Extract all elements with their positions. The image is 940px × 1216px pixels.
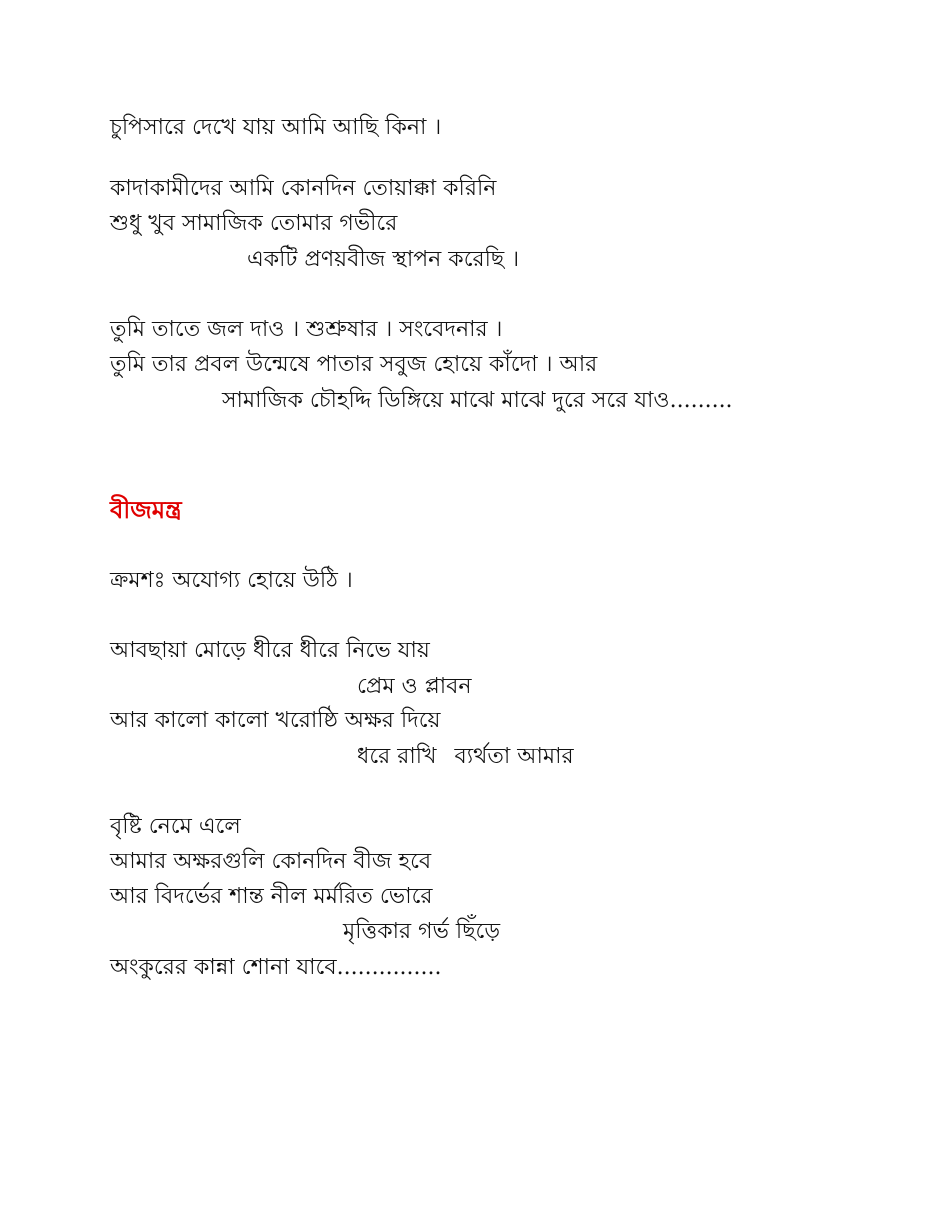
poem-phrase: ব্যর্থতা আমার	[454, 744, 574, 769]
poem-line: সামাজিক চৌহদ্দি ডিঙ্গিয়ে মাঝে মাঝে দুরে সরে যাও.........	[222, 388, 733, 413]
poem-line: তুমি তার প্রবল উন্মেষে পাতার সবুজ হোয়ে কাঁদো । আর	[110, 352, 598, 377]
poem-line: আমার অক্ষরগুলি কোনদিন বীজ হবে	[110, 849, 432, 874]
poem-line: আর বিদর্ভের শান্ত নীল মর্মরিত ভোরে	[110, 884, 433, 909]
poem-line: বৃষ্টি নেমে এলে	[110, 814, 241, 839]
poem-line: চুপিসারে দেখে যায় আমি আছি কিনা ।	[110, 115, 442, 140]
poem-line: তুমি তাতে জল দাও । শুশ্রুষার । সংবেদনার ।	[110, 317, 503, 342]
poem-phrase: ধরে রাখি	[357, 744, 437, 769]
poem-title: বীজমন্ত্র	[110, 495, 182, 524]
poem-line: কাদাকামীদের আমি কোনদিন তোয়াক্কা করিনি	[110, 176, 497, 201]
poem-line: প্রেম ও প্লাবন	[357, 674, 472, 699]
poem-line: শুধু খুব সামাজিক তোমার গভীরে	[110, 211, 398, 236]
poem-line: ক্রমশঃ অযোগ্য হোয়ে উঠি ।	[110, 568, 353, 593]
poem-line	[357, 742, 574, 772]
poem-line: একটি প্রণয়বীজ স্থাপন করেছি ।	[247, 247, 520, 272]
poem-line: আর কালো কালো খরোষ্ঠি অক্ষর দিয়ে	[110, 708, 441, 733]
poem-line: আবছায়া মোড়ে ধীরে ধীরে নিভে যায়	[110, 638, 430, 663]
poem-line: মৃত্তিকার গর্ভ ছিঁড়ে	[343, 919, 501, 944]
poem-line: অংকুরের কান্না শোনা যাবে...............	[110, 955, 442, 980]
